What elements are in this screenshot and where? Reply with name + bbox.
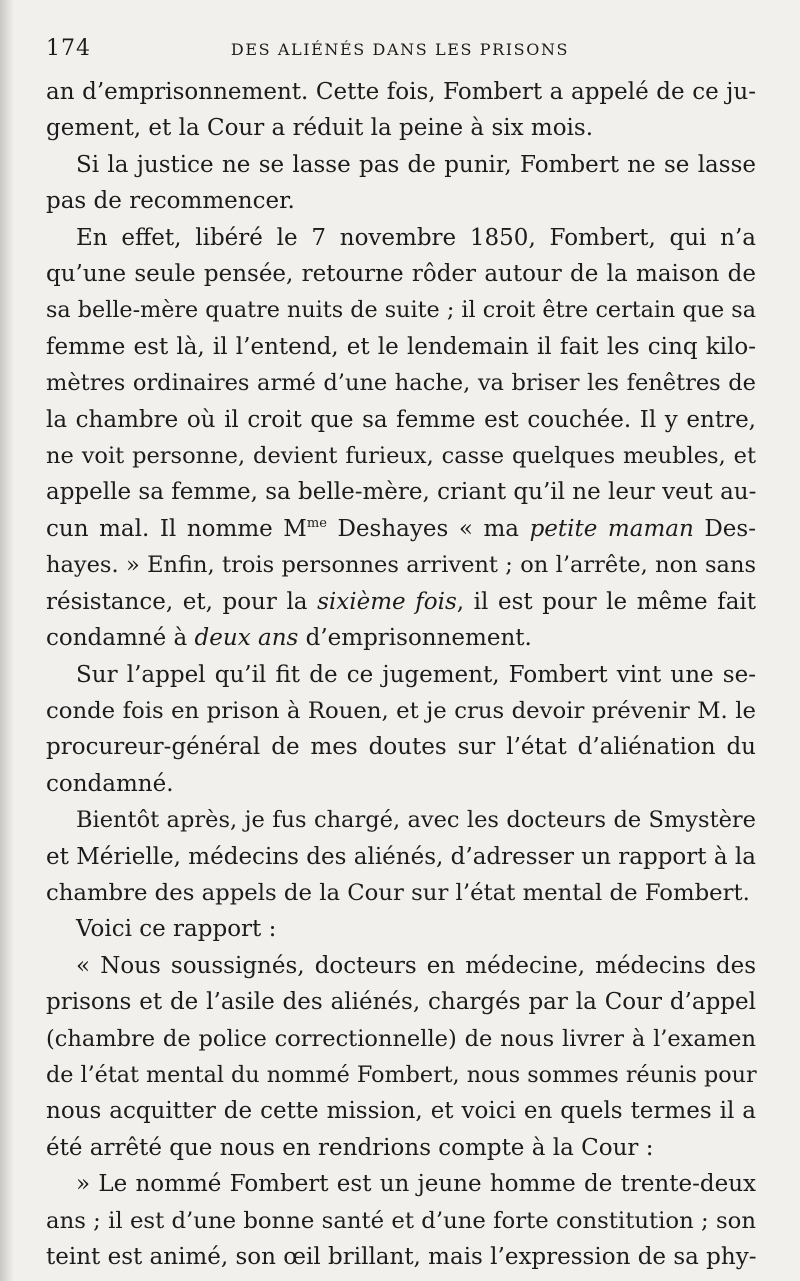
paragraph-8 (46, 1166, 756, 1275)
text-line: pas de recommencer. (46, 188, 295, 215)
text-line: Si la justice ne se lasse pas de punir, Fombert ne se lasse (76, 151, 756, 178)
paragraph-1 (46, 74, 756, 147)
text-segment: Des- (693, 515, 756, 542)
text-line: condamné. (46, 770, 174, 797)
page-body-text (46, 74, 756, 1275)
text-line: » Le nommé Fombert est un jeune homme de trente-deux (76, 1171, 756, 1198)
text-segment: résistance, et, pour la (46, 588, 318, 615)
text-segment: condamné à (46, 625, 195, 652)
text-line: femme est là, il l’entend, et le lendemain il fait les cinq kilo- (46, 333, 756, 360)
text-line (46, 584, 756, 620)
text-line: nous acquitter de cette mission, et voici en quels termes il a (46, 1098, 756, 1125)
text-line: mètres ordinaires armé d’une hache, va briser les fenêtres de (46, 370, 756, 397)
text-line: Sur l’appel qu’il fit de ce jugement, Fombert vint une se- (76, 661, 756, 688)
text-line: sa belle-mère quatre nuits de suite ; il croit être certain que sa (46, 297, 756, 324)
italic-phrase: deux ans (194, 625, 299, 652)
text-line: Voici ce rapport : (76, 916, 277, 943)
text-line: et Mérielle, médecins des aliénés, d’adresser un rapport à la (46, 843, 756, 870)
text-line: gement, et la Cour a réduit la peine à six mois. (46, 115, 594, 142)
text-line: (chambre de police correctionnelle) de nous livrer à l’examen (46, 1025, 756, 1052)
text-line: En effet, libéré le 7 novembre 1850, Fombert, qui n’a (76, 224, 756, 251)
text-line: « Nous soussignés, docteurs en médecine, médecins des (76, 952, 756, 979)
text-line: de l’état mental du nommé Fombert, nous sommes réunis pour (46, 1061, 757, 1088)
paragraph-3 (46, 220, 756, 657)
text-segment: , il est pour le même fait (456, 588, 757, 615)
text-line: été arrêté que nous en rendrions compte à la Cour : (46, 1134, 654, 1161)
running-title: DES ALIÉNÉS DANS LES PRISONS (230, 40, 570, 59)
text-segment: cun mal. Il nomme M (46, 515, 307, 542)
paragraph-7 (46, 948, 756, 1166)
text-line: la chambre où il croit que sa femme est couchée. Il y entre, (46, 406, 756, 433)
italic-phrase: petite maman (529, 515, 694, 542)
superscript-abbrev: me (306, 515, 327, 531)
paragraph-2 (46, 147, 756, 220)
text-line: ans ; il est d’une bonne santé et d’une forte constitution ; son (46, 1207, 756, 1234)
text-line: Bientôt après, je fus chargé, avec les docteurs de Smystère (76, 807, 756, 834)
paragraph-5 (46, 802, 756, 911)
text-line: conde fois en prison à Rouen, et je crus devoir prévenir M. le (46, 697, 756, 724)
text-line: prisons et de l’asile des aliénés, chargés par la Cour d’appel (46, 989, 756, 1016)
text-line: chambre des appels de la Cour sur l’état mental de Fombert. (46, 879, 750, 906)
text-line (46, 511, 756, 547)
paragraph-6 (46, 911, 756, 947)
text-line: ne voit personne, devient furieux, casse quelques meubles, et (46, 443, 756, 470)
paragraph-4 (46, 657, 756, 803)
text-line: appelle sa femme, sa belle-mère, criant qu’il ne leur veut au- (46, 479, 757, 506)
text-line: teint est animé, son œil brillant, mais l’expression de sa phy- (46, 1244, 757, 1270)
text-segment: Deshayes « ma (326, 515, 530, 542)
page-header (46, 36, 754, 66)
text-line: hayes. » Enfin, trois personnes arrivent ; on l’arrête, non sans (46, 552, 756, 579)
text-line (46, 620, 756, 656)
italic-phrase: sixième fois (317, 588, 457, 615)
text-line: procureur-général de mes doutes sur l’état d’aliénation du (46, 734, 756, 761)
page-number: 174 (46, 36, 91, 61)
text-line: qu’une seule pensée, retourne rôder autour de la maison de (46, 261, 756, 288)
text-segment: d’emprisonnement. (298, 625, 532, 652)
page-spine-shadow (0, 0, 14, 1281)
text-line: an d’emprisonnement. Cette fois, Fombert a appelé de ce ju- (46, 79, 756, 105)
